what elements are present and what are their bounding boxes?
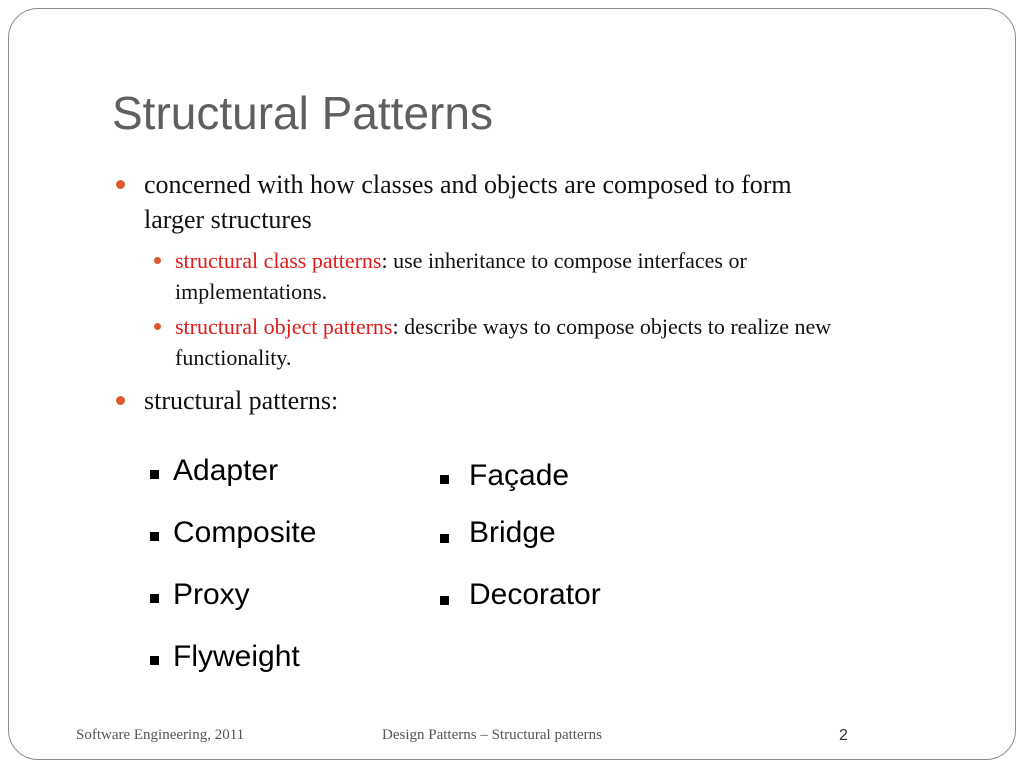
pattern-proxy: Proxy [173, 578, 250, 611]
sub-bullet-1-line-2: implementations. [175, 279, 328, 304]
pattern-square-bullet [150, 532, 159, 541]
pattern-square-bullet [150, 656, 159, 665]
pattern-bridge: Bridge [469, 516, 556, 549]
sub-bullet-2-highlight: structural object patterns [175, 314, 393, 339]
sub-bullet-2-text: : describe ways to compose objects to realize new [392, 314, 832, 339]
sub-bullet-1-highlight: structural class patterns [175, 248, 382, 273]
slide-title: Structural Patterns [112, 87, 493, 139]
bullet-1-line-2: larger structures [144, 205, 312, 234]
sub-bullet-2-line-2: functionality. [175, 345, 292, 370]
pattern-decorator: Decorator [469, 578, 601, 611]
sub-bullet-1-line-1 [175, 246, 747, 276]
page-number: 2 [839, 727, 848, 744]
sub-bullet-1-text: : use inheritance to compose interfaces or [381, 248, 747, 273]
pattern-square-bullet [440, 475, 449, 484]
sub-bullet-dot [154, 257, 161, 264]
bullet-dot [116, 180, 125, 189]
pattern-square-bullet [150, 594, 159, 603]
footer-topic: Design Patterns – Structural patterns [382, 727, 602, 743]
pattern-flyweight: Flyweight [173, 640, 300, 673]
bullet-2-line-1: structural patterns: [144, 386, 339, 415]
pattern-square-bullet [440, 534, 449, 543]
sub-bullet-dot [154, 323, 161, 330]
bullet-1-line-1: concerned with how classes and objects are composed to form [144, 170, 792, 199]
pattern-square-bullet [440, 596, 449, 605]
bullet-dot [116, 396, 125, 405]
pattern-composite: Composite [173, 516, 317, 549]
pattern-square-bullet [150, 470, 159, 479]
pattern-adapter: Adapter [173, 454, 279, 487]
sub-bullet-2-line-1 [175, 312, 831, 342]
pattern-facade: Façade [469, 459, 570, 492]
footer-course: Software Engineering, 2011 [76, 727, 245, 743]
